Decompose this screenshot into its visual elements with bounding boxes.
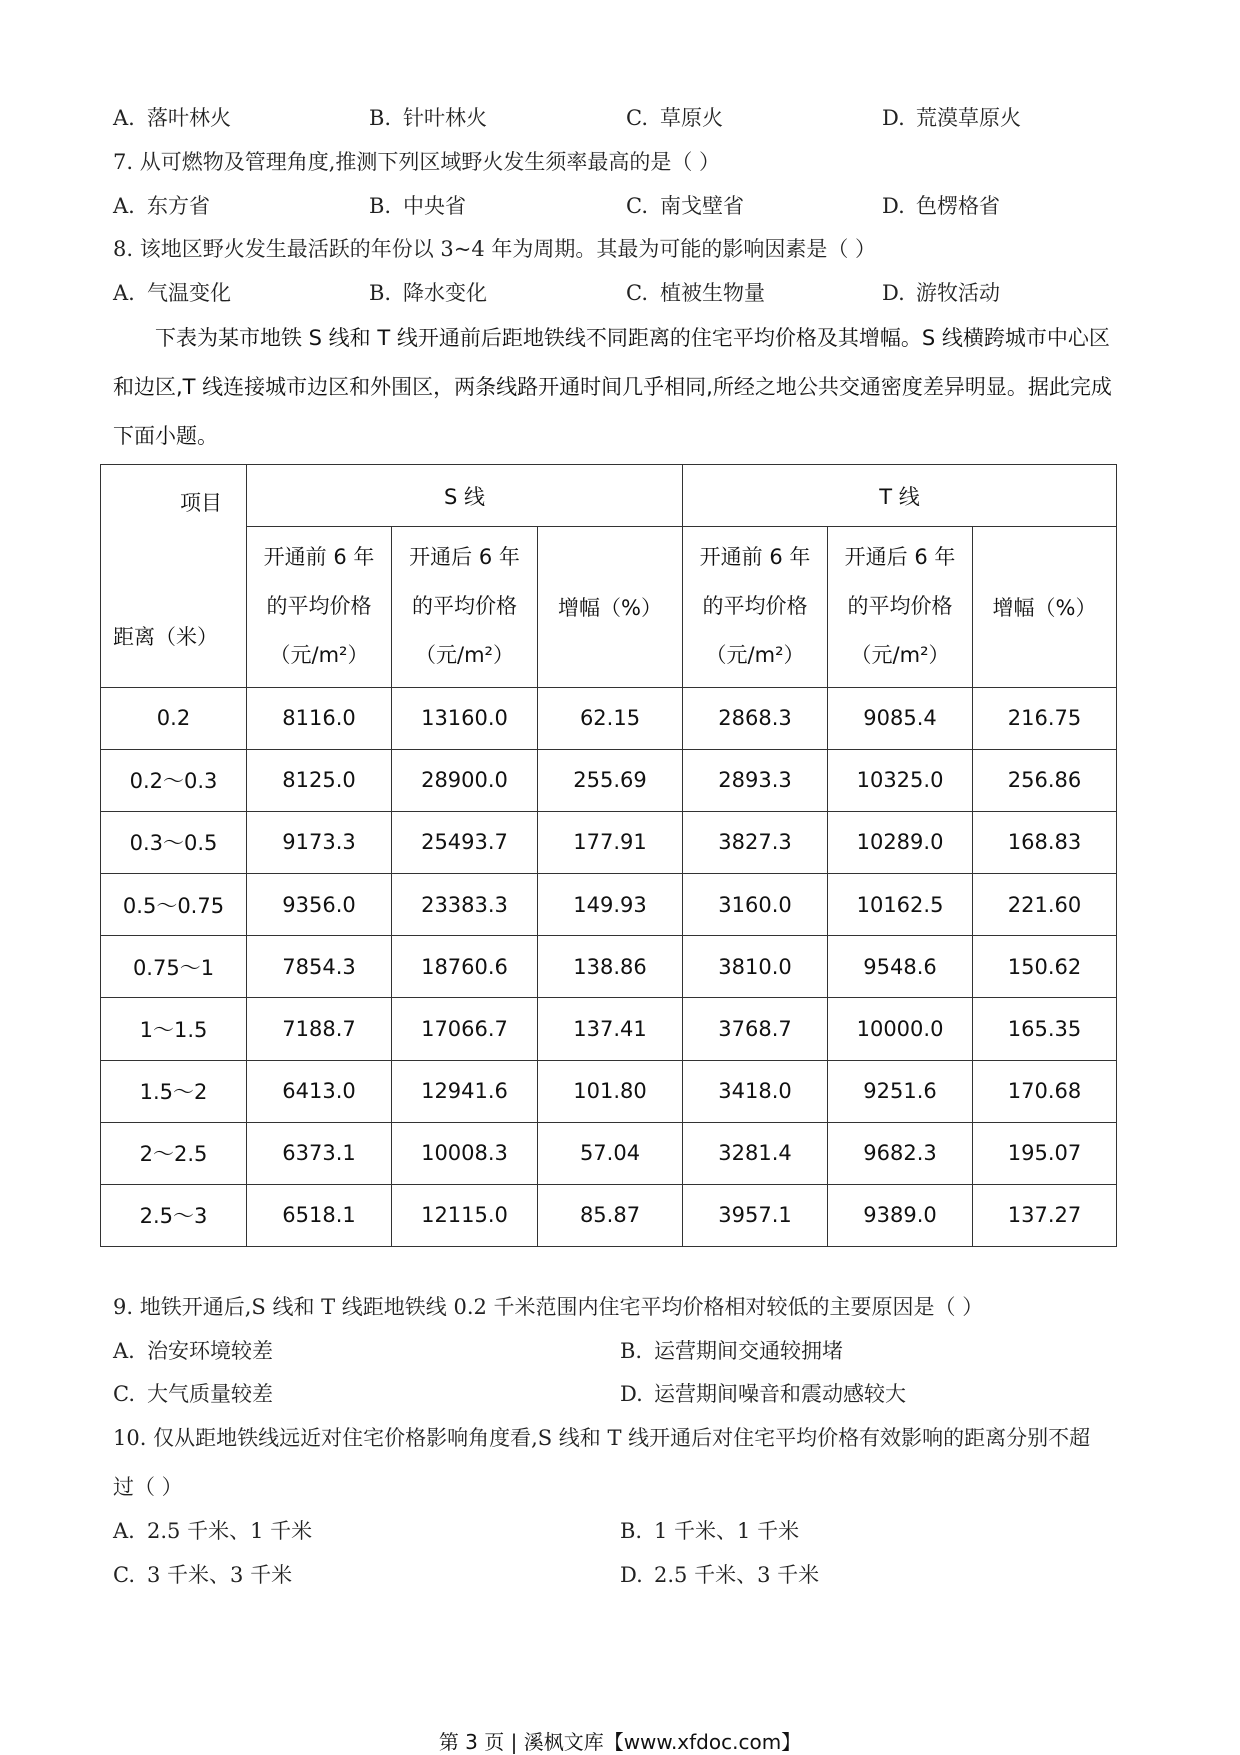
t-before-cell: 3768.7 — [683, 998, 828, 1060]
t-growth-cell: 150.62 — [973, 936, 1117, 998]
q8-option-a: A. 气温变化 — [113, 281, 231, 305]
q10-option-c: C. 3 千米、3 千米 — [113, 1563, 293, 1587]
t-after-cell: 9389.0 — [828, 1184, 973, 1246]
t-after-cell: 9682.3 — [828, 1122, 973, 1184]
s-after-header: 开通后 6 年 的平均价格 （元/m²） — [392, 527, 538, 687]
q7-stem: 7. 从可燃物及管理角度,推测下列区域野火发生须率最高的是（ ） — [113, 150, 721, 174]
q7-option-c: C. 南戈壁省 — [626, 194, 744, 218]
s-after-cell: 23383.3 — [392, 874, 538, 936]
s-growth-cell: 137.41 — [538, 998, 683, 1060]
t-before-cell: 3827.3 — [683, 811, 828, 873]
page-footer: 第 3 页 | 溪枫文库【www.xfdoc.com】 — [438, 1730, 802, 1754]
dist-cell: 2～2.5 — [101, 1122, 247, 1184]
s-growth-cell: 85.87 — [538, 1184, 683, 1246]
table-row — [101, 1184, 1117, 1246]
s-after-cell: 13160.0 — [392, 687, 538, 749]
t-growth-cell: 168.83 — [973, 811, 1117, 873]
q7-option-b: B. 中央省 — [369, 194, 466, 218]
s-before-cell: 6373.1 — [247, 1122, 392, 1184]
q9-option-d: D. 运营期间噪音和震动感较大 — [620, 1382, 906, 1406]
q8-option-b: B. 降水变化 — [369, 281, 487, 305]
s-after-cell: 25493.7 — [392, 811, 538, 873]
s-growth-header: 增幅（%） — [538, 527, 683, 687]
s-growth-cell: 62.15 — [538, 687, 683, 749]
table-row — [101, 1060, 1117, 1122]
t-growth-cell: 221.60 — [973, 874, 1117, 936]
s-before-cell: 8116.0 — [247, 687, 392, 749]
q10-option-b: B. 1 千米、1 千米 — [620, 1519, 800, 1543]
dist-cell: 0.3～0.5 — [101, 811, 247, 873]
dist-cell: 0.75～1 — [101, 936, 247, 998]
s-after-cell: 28900.0 — [392, 749, 538, 811]
s-growth-cell: 177.91 — [538, 811, 683, 873]
s-growth-cell: 138.86 — [538, 936, 683, 998]
t-after-cell: 10325.0 — [828, 749, 973, 811]
s-growth-cell: 149.93 — [538, 874, 683, 936]
q6-option-a: A. 落叶林火 — [113, 106, 231, 130]
t-before-header: 开通前 6 年 的平均价格 （元/m²） — [683, 527, 828, 687]
q9-option-b: B. 运营期间交通较拥堵 — [620, 1339, 843, 1363]
s-after-cell: 17066.7 — [392, 998, 538, 1060]
s-after-cell: 10008.3 — [392, 1122, 538, 1184]
t-before-cell: 3810.0 — [683, 936, 828, 998]
t-growth-cell: 170.68 — [973, 1060, 1117, 1122]
t-growth-cell: 137.27 — [973, 1184, 1117, 1246]
dist-cell: 2.5～3 — [101, 1184, 247, 1246]
s-line-header: S 线 — [247, 465, 683, 527]
q6-option-b: B. 针叶林火 — [369, 106, 487, 130]
t-growth-cell: 256.86 — [973, 749, 1117, 811]
dist-cell: 0.5～0.75 — [101, 874, 247, 936]
q10-stem-line1: 10. 仅从距地铁线远近对住宅价格影响角度看,S 线和 T 线开通后对住宅平均价格有效影响的距离分别不超 — [113, 1426, 1091, 1450]
t-growth-cell: 216.75 — [973, 687, 1117, 749]
q8-option-d: D. 游牧活动 — [882, 281, 1000, 305]
table-row — [101, 749, 1117, 811]
t-after-header: 开通后 6 年 的平均价格 （元/m²） — [828, 527, 973, 687]
t-after-cell: 9251.6 — [828, 1060, 973, 1122]
table-row — [101, 998, 1117, 1060]
t-after-cell: 9548.6 — [828, 936, 973, 998]
table-row — [101, 811, 1117, 873]
corner-item-label: 项目 — [180, 491, 222, 515]
s-growth-cell: 255.69 — [538, 749, 683, 811]
q9-option-a: A. 治安环境较差 — [113, 1339, 273, 1363]
t-before-cell: 3281.4 — [683, 1122, 828, 1184]
q7-option-d: D. 色楞格省 — [882, 194, 1000, 218]
table-row — [101, 874, 1117, 936]
s-after-cell: 12115.0 — [392, 1184, 538, 1246]
table-row — [101, 936, 1117, 998]
s-after-cell: 12941.6 — [392, 1060, 538, 1122]
dist-cell: 1～1.5 — [101, 998, 247, 1060]
t-after-cell: 10162.5 — [828, 874, 973, 936]
t-before-cell: 3957.1 — [683, 1184, 828, 1246]
t-after-cell: 10000.0 — [828, 998, 973, 1060]
t-before-cell: 3418.0 — [683, 1060, 828, 1122]
s-growth-cell: 57.04 — [538, 1122, 683, 1184]
dist-cell: 0.2～0.3 — [101, 749, 247, 811]
t-after-cell: 10289.0 — [828, 811, 973, 873]
dist-cell: 0.2 — [101, 687, 247, 749]
passage-text: 下表为某市地铁 S 线和 T 线开通前后距地铁线不同距离的住宅平均价格及其增幅。S 线横跨城市中心区和边区,T 线连接城市边区和外围区，两条线路开通时间几乎相同,所经之地公共交通密度差异明显。据此完成下面小题。 — [113, 326, 1112, 448]
q10-option-a: A. 2.5 千米、1 千米 — [113, 1519, 313, 1543]
s-before-cell: 7854.3 — [247, 936, 392, 998]
table-row — [101, 687, 1117, 749]
q7-option-a: A. 东方省 — [113, 194, 210, 218]
q9-stem: 9. 地铁开通后,S 线和 T 线距地铁线 0.2 千米范围内住宅平均价格相对较低的主要原因是（ ） — [113, 1295, 984, 1319]
corner-distance-label: 距离（米） — [113, 624, 218, 649]
q8-stem: 8. 该地区野火发生最活跃的年份以 3~4 年为周期。其最为可能的影响因素是（ ） — [113, 237, 877, 261]
t-before-cell: 2868.3 — [683, 687, 828, 749]
q6-option-d: D. 荒漠草原火 — [882, 106, 1021, 130]
table-row — [101, 1122, 1117, 1184]
q9-option-c: C. 大气质量较差 — [113, 1382, 273, 1406]
q8-option-c: C. 植被生物量 — [626, 281, 765, 305]
s-growth-cell: 101.80 — [538, 1060, 683, 1122]
s-after-cell: 18760.6 — [392, 936, 538, 998]
s-before-cell: 6413.0 — [247, 1060, 392, 1122]
q10-option-d: D. 2.5 千米、3 千米 — [620, 1563, 820, 1587]
s-before-cell: 9173.3 — [247, 811, 392, 873]
t-growth-header: 增幅（%） — [973, 527, 1117, 687]
q10-stem-line2: 过（ ） — [113, 1475, 183, 1499]
table-corner-cell — [101, 465, 247, 688]
q6-option-c: C. 草原火 — [626, 106, 723, 130]
t-growth-cell: 195.07 — [973, 1122, 1117, 1184]
s-before-cell: 9356.0 — [247, 874, 392, 936]
dist-cell: 1.5～2 — [101, 1060, 247, 1122]
price-table — [100, 464, 1117, 1247]
t-after-cell: 9085.4 — [828, 687, 973, 749]
s-before-cell: 6518.1 — [247, 1184, 392, 1246]
t-before-cell: 3160.0 — [683, 874, 828, 936]
s-before-header: 开通前 6 年 的平均价格 （元/m²） — [247, 527, 392, 687]
s-before-cell: 7188.7 — [247, 998, 392, 1060]
s-before-cell: 8125.0 — [247, 749, 392, 811]
t-before-cell: 2893.3 — [683, 749, 828, 811]
t-growth-cell: 165.35 — [973, 998, 1117, 1060]
t-line-header: T 线 — [683, 465, 1117, 527]
